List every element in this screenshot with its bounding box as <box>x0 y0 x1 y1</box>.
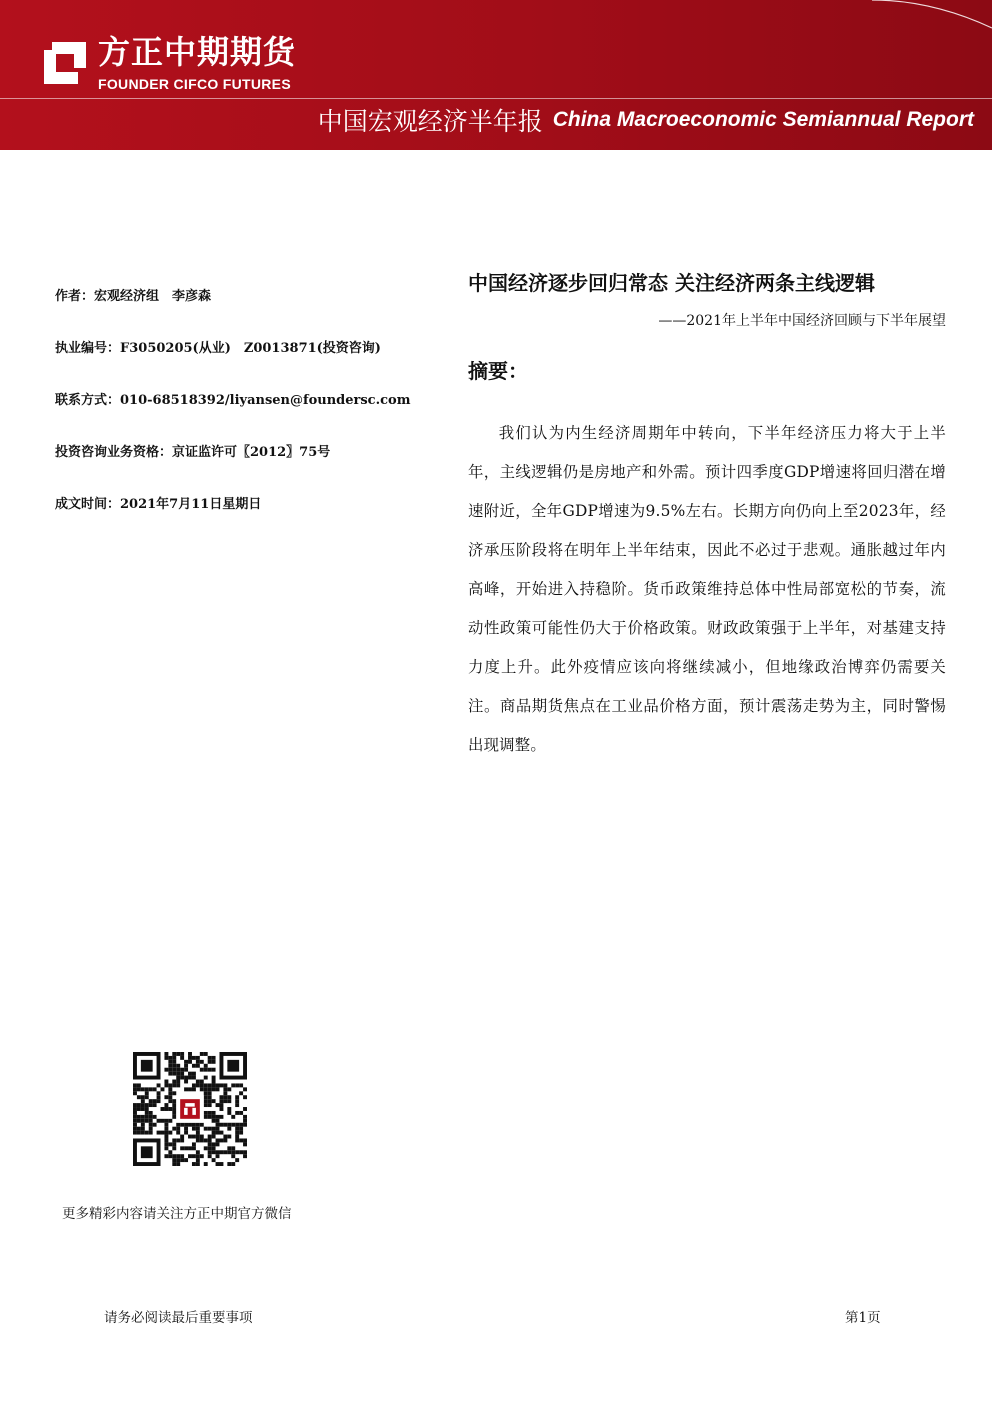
qr-caption: 更多精彩内容请关注方正中期官方微信 <box>62 1206 292 1222</box>
banner-divider <box>0 98 992 99</box>
contact-line: 联系方式：010-68518392/liyansen@foundersc.com <box>55 393 411 408</box>
brand-name-en: FOUNDER CIFCO FUTURES <box>98 76 291 92</box>
headline: 中国经济逐步回归常态 关注经济两条主线逻辑 <box>468 271 875 295</box>
license-line: 执业编号：F3050205(从业) Z0013871(投资咨询) <box>55 341 381 356</box>
report-title <box>318 100 974 140</box>
banner-corner-curve-icon <box>872 0 992 30</box>
report-title-en: China Macroeconomic Semiannual Report <box>552 108 974 131</box>
brand-name-cn: 方正中期期货 <box>98 33 297 71</box>
date-line: 成文时间：2021年7月11日星期日 <box>55 497 262 512</box>
main-content <box>468 268 946 765</box>
abstract-body: 我们认为内生经济周期年中转向，下半年经济压力将大于上半年，主线逻辑仍是房地产和外需。预计四季度GDP增速将回归潜在增速附近，全年GDP增速为9.5%左右。长期方向仍向上至2023年，经济承压阶段将在明年上半年结束，因此不必过于悲观。通胀越过年内高峰，开始进入持稳阶。货币政策维持总体中性局部宽松的节奏，流动性政策可能性仍大于价格政策。财政政策强于上半年，对基建支持力度上升。此外疫情应该向将继续减小，但地缘政治博弈仍需要关注。商品期货焦点在工业品价格方面，预计震荡走势为主，同时警惕出现调整。 <box>468 424 946 754</box>
author-info <box>55 286 455 546</box>
page-number: 第1页 <box>845 1310 881 1326</box>
header-banner <box>0 0 992 150</box>
report-title-cn: 中国宏观经济半年报 <box>317 107 543 136</box>
footer-notice: 请务必阅读最后重要事项 <box>104 1310 253 1326</box>
qualification-line: 投资咨询业务资格：京证监许可〖2012〗75号 <box>55 445 331 460</box>
author-line: 作者：宏观经济组 李彦森 <box>55 289 212 304</box>
qr-code-icon <box>133 1052 247 1166</box>
subtitle: ——2021年上半年中国经济回顾与下半年展望 <box>658 313 946 329</box>
abstract-heading: 摘要： <box>468 359 528 383</box>
founder-logo-icon <box>40 38 90 88</box>
